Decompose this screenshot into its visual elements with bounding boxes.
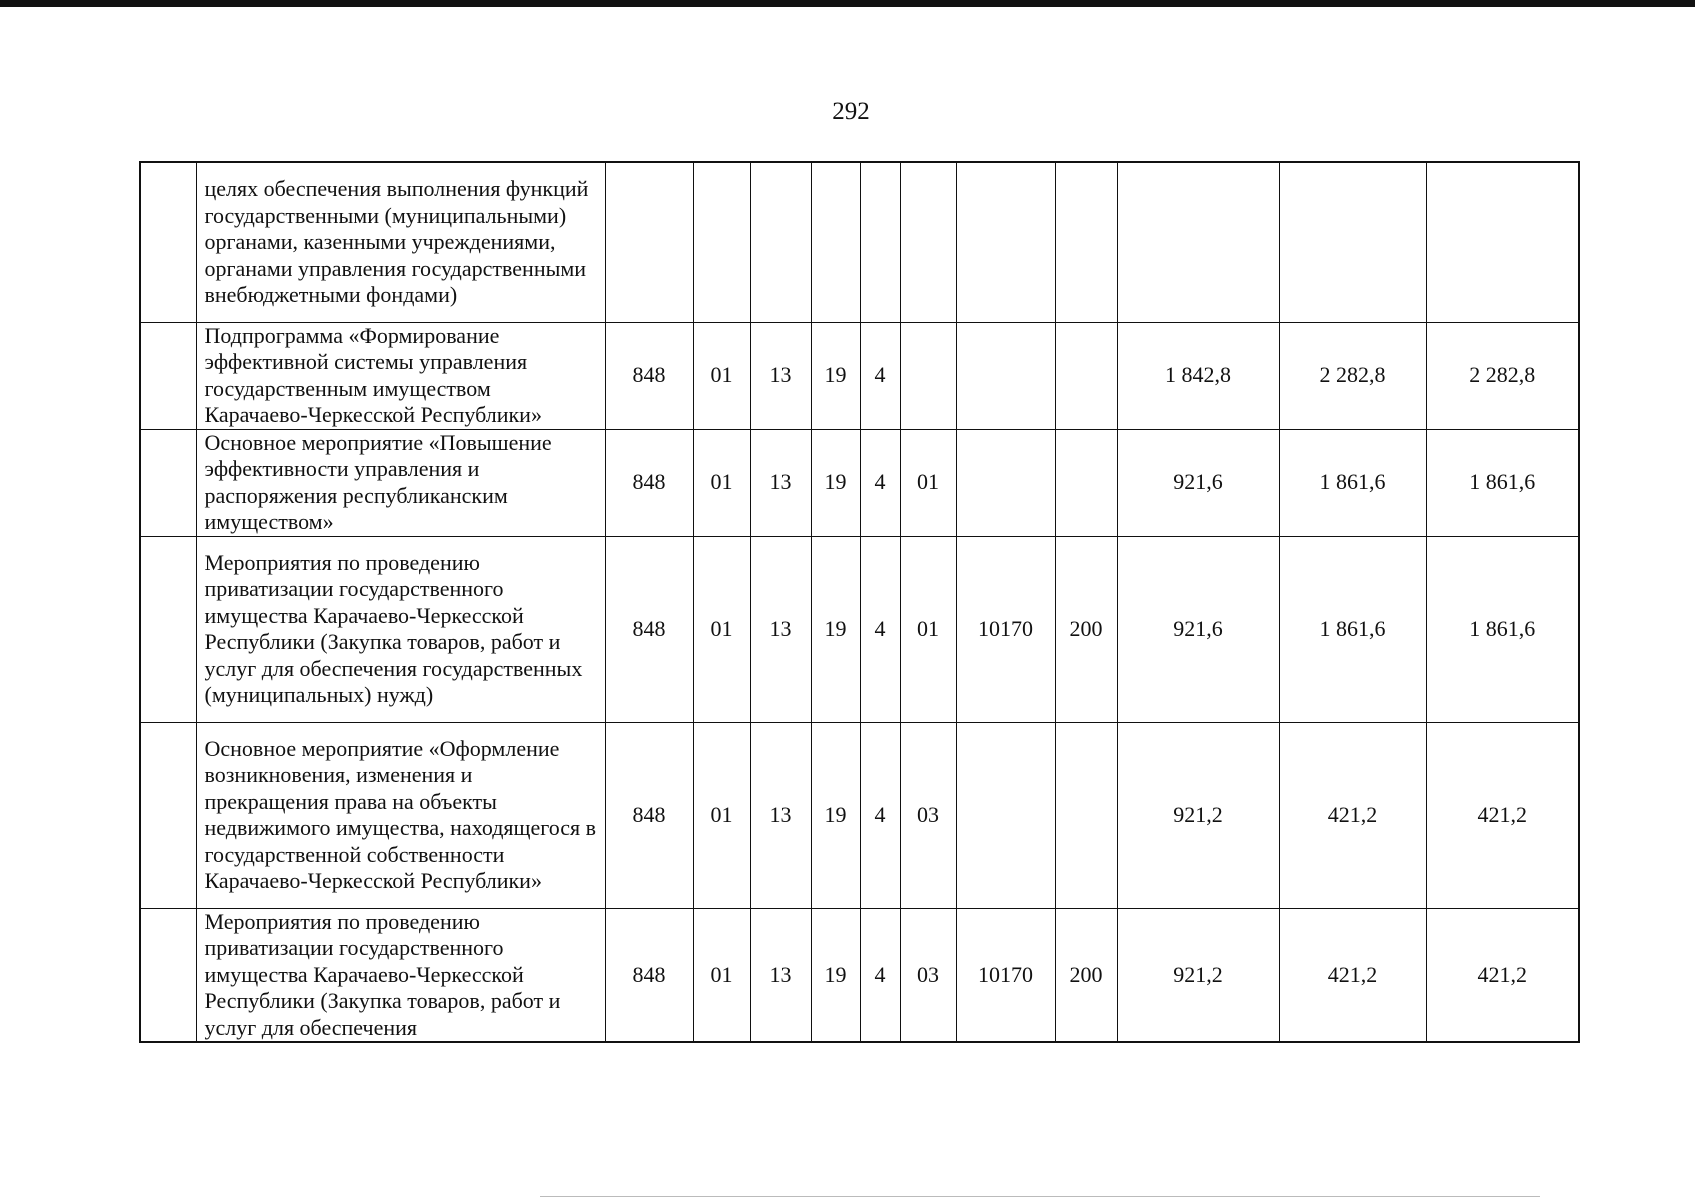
amount-year3-cell: 2 282,8 <box>1426 322 1579 429</box>
amount-year2-cell: 421,2 <box>1279 722 1426 908</box>
subprogram-code-cell: 4 <box>860 536 900 722</box>
section-code-cell: 01 <box>693 908 750 1042</box>
expense-type-code-cell <box>1055 722 1117 908</box>
expense-type-code-cell: 200 <box>1055 536 1117 722</box>
department-code-cell: 848 <box>605 722 693 908</box>
budget-table <box>139 161 1580 1043</box>
main-activity-code-cell <box>900 162 956 322</box>
direction-code-cell: 10170 <box>956 908 1055 1042</box>
table-row <box>140 162 1579 322</box>
direction-code-cell <box>956 722 1055 908</box>
program-code-cell: 19 <box>811 429 860 536</box>
index-cell <box>140 429 196 536</box>
page-number: 292 <box>832 98 870 125</box>
main-activity-code-cell: 03 <box>900 908 956 1042</box>
subsection-code-cell <box>750 162 811 322</box>
index-cell <box>140 722 196 908</box>
description-cell: Основное мероприятие «Оформление возникновения, изменения и прекращения права на объекты недвижимого имущества, находящегося в государственной собственности Карачаево-Черкесской Республики» <box>196 722 605 908</box>
subsection-code-cell: 13 <box>750 322 811 429</box>
subprogram-code-cell <box>860 162 900 322</box>
expense-type-code-cell <box>1055 162 1117 322</box>
section-code-cell: 01 <box>693 536 750 722</box>
direction-code-cell <box>956 429 1055 536</box>
table-row <box>140 908 1579 1042</box>
description-cell: Мероприятия по проведению приватизации государственного имущества Карачаево-Черкесской Республики (Закупка товаров, работ и услуг для обеспечения <box>196 908 605 1042</box>
expense-type-code-cell <box>1055 429 1117 536</box>
main-activity-code-cell <box>900 322 956 429</box>
program-code-cell <box>811 162 860 322</box>
index-cell <box>140 162 196 322</box>
subsection-code-cell: 13 <box>750 722 811 908</box>
subprogram-code-cell: 4 <box>860 429 900 536</box>
direction-code-cell <box>956 162 1055 322</box>
amount-year1-cell: 921,6 <box>1117 536 1279 722</box>
department-code-cell <box>605 162 693 322</box>
subprogram-code-cell: 4 <box>860 322 900 429</box>
direction-code-cell <box>956 322 1055 429</box>
top-border-rule <box>0 0 1695 7</box>
main-activity-code-cell: 03 <box>900 722 956 908</box>
direction-code-cell: 10170 <box>956 536 1055 722</box>
subprogram-code-cell: 4 <box>860 722 900 908</box>
subsection-code-cell: 13 <box>750 536 811 722</box>
department-code-cell: 848 <box>605 908 693 1042</box>
amount-year2-cell: 421,2 <box>1279 908 1426 1042</box>
description-cell: целях обеспечения выполнения функций государственными (муниципальными) органами, казенными учреждениями, органами управления государственными внебюджетными фондами) <box>196 162 605 322</box>
section-code-cell: 01 <box>693 722 750 908</box>
index-cell <box>140 322 196 429</box>
amount-year3-cell <box>1426 162 1579 322</box>
program-code-cell: 19 <box>811 908 860 1042</box>
subprogram-code-cell: 4 <box>860 908 900 1042</box>
section-code-cell <box>693 162 750 322</box>
description-cell: Подпрограмма «Формирование эффективной системы управления государственным имуществом Карачаево-Черкесской Республики» <box>196 322 605 429</box>
section-code-cell: 01 <box>693 322 750 429</box>
description-cell: Основное мероприятие «Повышение эффективности управления и распоряжения республиканским имуществом» <box>196 429 605 536</box>
table-row <box>140 322 1579 429</box>
amount-year2-cell: 2 282,8 <box>1279 322 1426 429</box>
department-code-cell: 848 <box>605 536 693 722</box>
expense-type-code-cell: 200 <box>1055 908 1117 1042</box>
department-code-cell: 848 <box>605 429 693 536</box>
amount-year3-cell: 421,2 <box>1426 908 1579 1042</box>
index-cell <box>140 908 196 1042</box>
amount-year1-cell: 1 842,8 <box>1117 322 1279 429</box>
program-code-cell: 19 <box>811 322 860 429</box>
department-code-cell: 848 <box>605 322 693 429</box>
subsection-code-cell: 13 <box>750 429 811 536</box>
amount-year3-cell: 1 861,6 <box>1426 536 1579 722</box>
table-row <box>140 536 1579 722</box>
program-code-cell: 19 <box>811 722 860 908</box>
amount-year3-cell: 421,2 <box>1426 722 1579 908</box>
amount-year2-cell: 1 861,6 <box>1279 536 1426 722</box>
table-row <box>140 429 1579 536</box>
amount-year1-cell: 921,6 <box>1117 429 1279 536</box>
main-activity-code-cell: 01 <box>900 536 956 722</box>
section-code-cell: 01 <box>693 429 750 536</box>
amount-year2-cell: 1 861,6 <box>1279 429 1426 536</box>
table-row <box>140 722 1579 908</box>
amount-year1-cell: 921,2 <box>1117 722 1279 908</box>
index-cell <box>140 536 196 722</box>
bottom-scan-line <box>540 1196 1540 1197</box>
amount-year1-cell: 921,2 <box>1117 908 1279 1042</box>
description-cell: Мероприятия по проведению приватизации государственного имущества Карачаево-Черкесской Республики (Закупка товаров, работ и услуг для обеспечения государственных (муниципальных) нужд) <box>196 536 605 722</box>
program-code-cell: 19 <box>811 536 860 722</box>
main-activity-code-cell: 01 <box>900 429 956 536</box>
amount-year2-cell <box>1279 162 1426 322</box>
subsection-code-cell: 13 <box>750 908 811 1042</box>
amount-year3-cell: 1 861,6 <box>1426 429 1579 536</box>
amount-year1-cell <box>1117 162 1279 322</box>
expense-type-code-cell <box>1055 322 1117 429</box>
